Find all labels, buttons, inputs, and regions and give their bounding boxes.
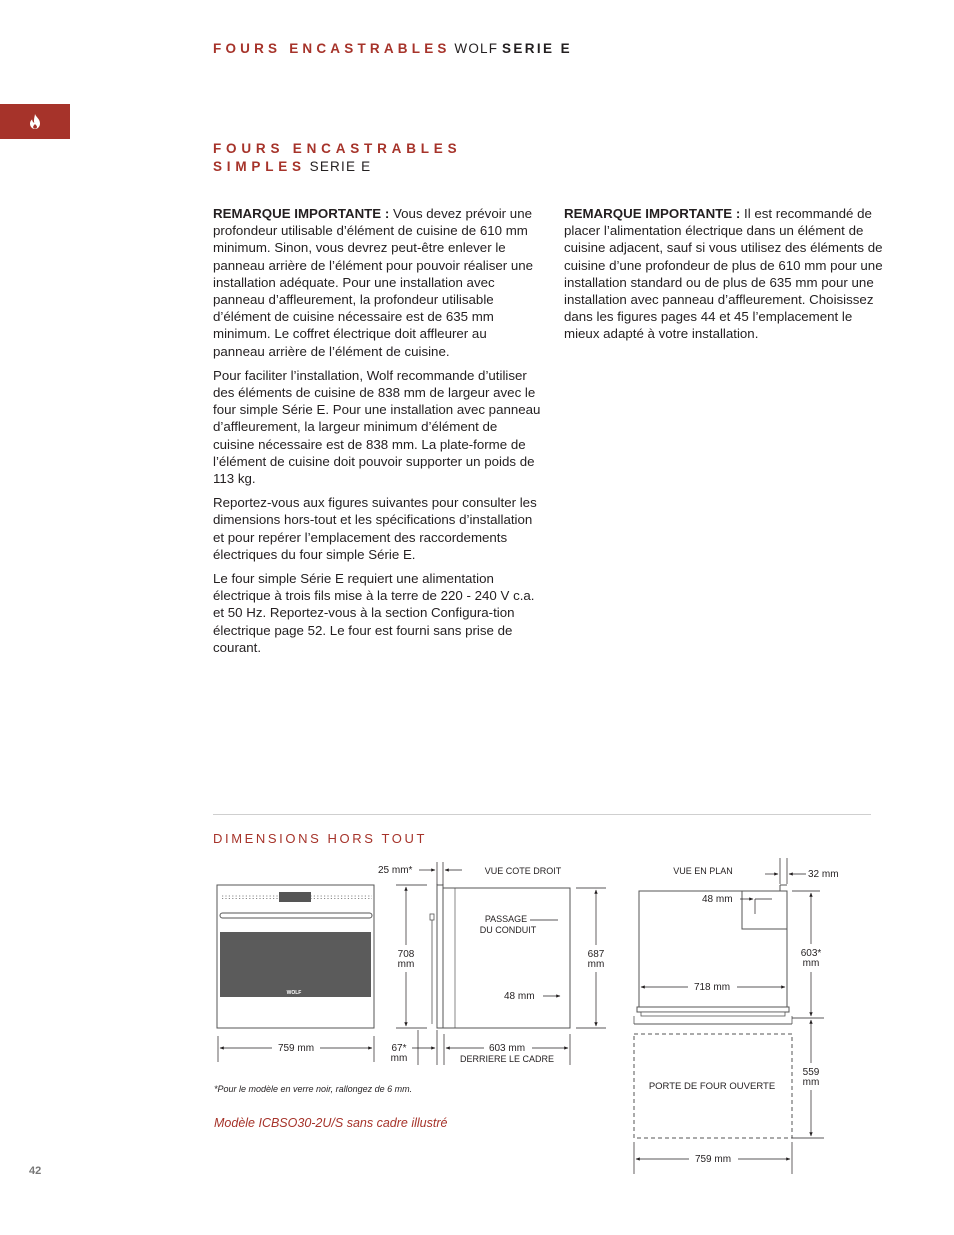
oven-handle xyxy=(220,913,372,918)
plan-inner-offset-label: 48 mm xyxy=(702,894,733,905)
side-top-offset-label: 25 mm* xyxy=(378,865,413,876)
left-para-4: Le four simple Série E requiert une alimentation électrique à trois fils mise à la terre de 220 - 240 V c.a. et 50 Hz. Reportez-vous à la section Configura-tion électrique page 52. Le four est fourni sans prise de courant. xyxy=(213,571,535,655)
front-bottom-gap-unit: mm xyxy=(390,1053,408,1064)
right-note-label: REMARQUE IMPORTANTE : xyxy=(564,206,741,221)
left-para-3: Reportez-vous aux figures suivantes pour consulter les dimensions hors-tout et les spécifications d’installation et pour repérer l’emplacement des raccordements électriques du four simple Série E. xyxy=(213,495,537,562)
page-number: 42 xyxy=(29,1165,42,1177)
front-bottom-gap-value: 67* xyxy=(391,1043,407,1054)
plan-depth-value: 603* xyxy=(800,948,822,959)
plan-top-offset-label: 32 mm xyxy=(808,869,839,880)
dimensions-title: DIMENSIONS HORS TOUT xyxy=(213,831,428,846)
side-depth-height-value: 687 xyxy=(587,949,605,960)
model-caption: Modèle ICBSO30-2U/S sans cadre illustré xyxy=(214,1116,448,1130)
door-open-label: PORTE DE FOUR OUVERTE xyxy=(648,1081,776,1092)
left-para-2: Pour faciliter l’installation, Wolf recommande d’utiliser des éléments de cuisine de 838 mm de largeur avec le four simple Série E. Pour une installation avec panneau d’affleurement, la largeur minimum d’élément de cuisine nécessaire est de 838 mm. La plate-forme de l’élément de cuisine doit pouvoir supporter un poids de 113 kg. xyxy=(213,367,541,487)
left-note-label: REMARQUE IMPORTANTE : xyxy=(213,206,390,221)
title-line2-bold: SIMPLES xyxy=(213,159,306,174)
title-line1: FOURS ENCASTRABLES xyxy=(213,141,462,156)
conduit-offset-label: 48 mm xyxy=(504,991,535,1002)
side-handle xyxy=(430,914,434,920)
header-brand: WOLF xyxy=(454,41,499,56)
right-note-text: Il est recommandé de placer l’alimentation électrique dans un élément de cuisine adjacent, sauf si vous utilisez des éléments de cuisine d’une profondeur de plus de 610 mm pour une installation standard ou de plus de 635 mm pour une installation avec panneau d’affleurement. Choisissez dans les figures pages 44 et 45 l’emplacement le mieux adapté à votre installation. xyxy=(564,206,883,342)
left-note-text: Vous devez prévoir une profondeur utilisable d’élément de cuisine de 610 mm minimum. Sinon, vous devrez peut-être enlever le panneau arrière de l’élément pour pouvoir réaliser une installation adéquate. Pour une installation avec panneau d’affleurement, la profondeur utilisable d’élément de cuisine nécessaire est de 635 mm minimum. Le coffret électrique doit affleurer au panneau arrière de l’élément de cuisine. xyxy=(213,206,534,359)
electrical-box-plan xyxy=(742,891,787,929)
front-view xyxy=(217,885,374,1062)
oven-body-side xyxy=(443,888,570,1028)
side-height-unit: mm xyxy=(397,959,415,970)
title-line2-light: SERIE E xyxy=(309,159,372,174)
side-depth-height-unit: mm xyxy=(587,959,605,970)
front-width-label: 759 mm xyxy=(277,1043,315,1054)
oven-window xyxy=(220,932,371,997)
door-depth-unit: mm xyxy=(802,1077,820,1088)
side-depth-label: 603 mm xyxy=(488,1043,526,1054)
plan-door-frame xyxy=(637,1007,789,1012)
plan-depth-unit: mm xyxy=(802,958,820,969)
plan-view xyxy=(634,858,839,1174)
oven-door-side xyxy=(437,885,443,1028)
display-panel xyxy=(279,892,311,902)
side-view-label: VUE COTE DROIT xyxy=(484,866,562,876)
side-depth-note: DERRIERE LE CADRE xyxy=(459,1054,555,1064)
conduit-label-1: PASSAGE xyxy=(484,914,528,924)
side-height-value: 708 xyxy=(397,949,415,960)
header-series: SERIE E xyxy=(501,41,573,56)
plan-view-label: VUE EN PLAN xyxy=(673,866,733,876)
footnote: *Pour le modèle en verre noir, rallongez de 6 mm. xyxy=(214,1084,413,1094)
door-depth-value: 559 xyxy=(802,1067,820,1078)
plan-handle xyxy=(641,1012,785,1016)
header-section: FOURS ENCASTRABLES xyxy=(213,41,451,56)
plan-width-label: 759 mm xyxy=(694,1154,732,1165)
plan-inner-width-label: 718 mm xyxy=(693,982,731,993)
conduit-label-2: DU CONDUIT xyxy=(479,925,537,935)
side-view xyxy=(378,862,606,1065)
front-brand: WOLF xyxy=(286,990,302,996)
